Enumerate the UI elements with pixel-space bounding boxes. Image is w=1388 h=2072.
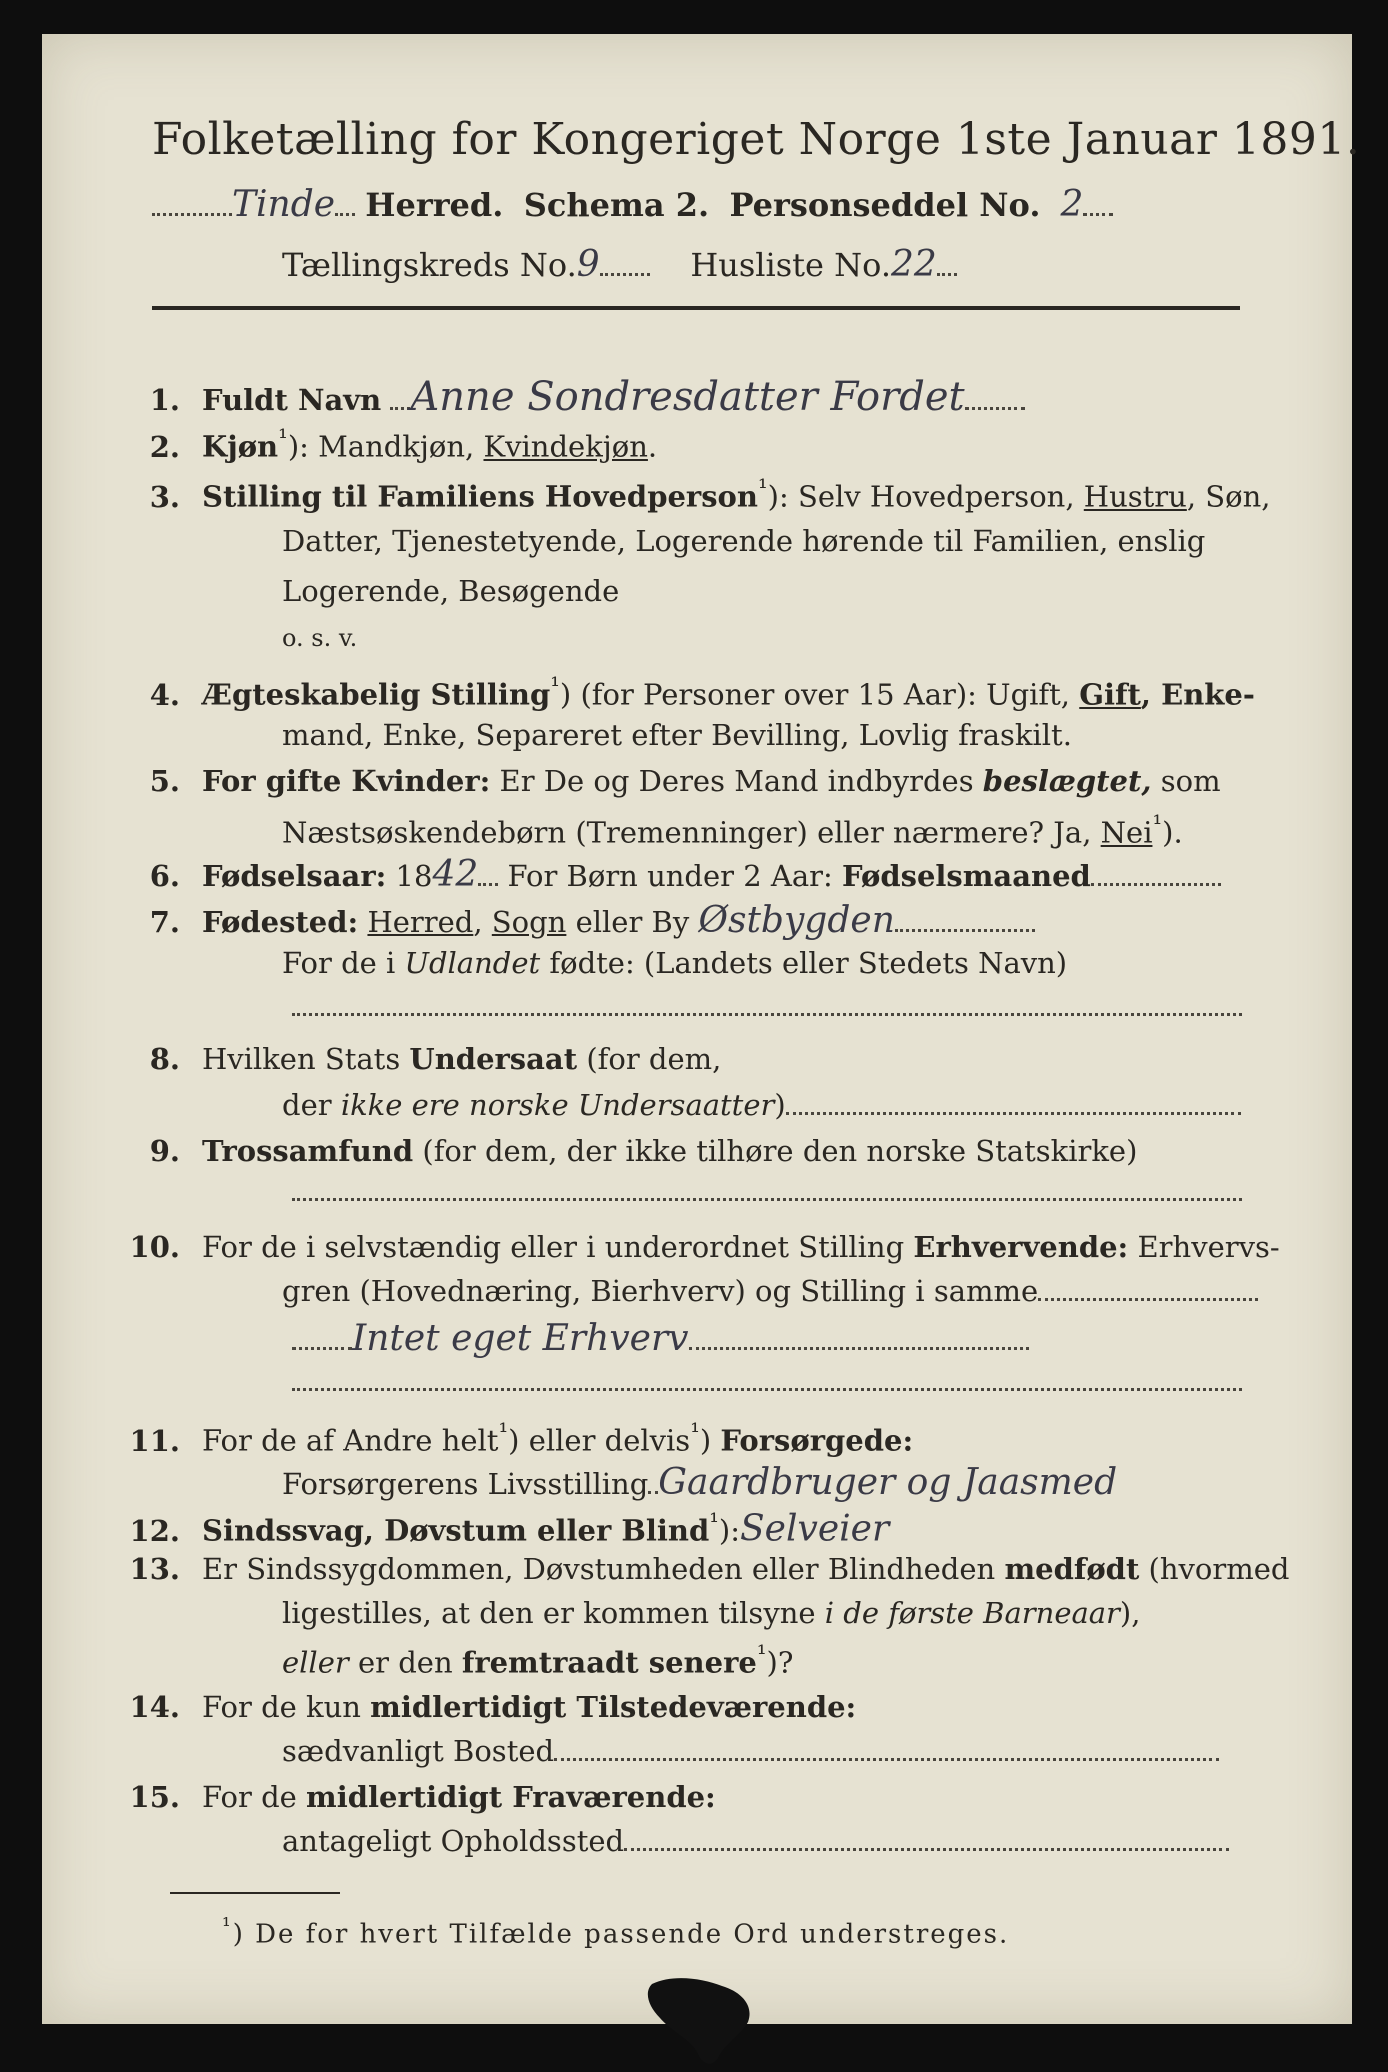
q9-blank (292, 1174, 1242, 1208)
q10-occupation: 10. For de i selvstændig eller i underordnet Stilling Erhvervende: Erhvervs- (129, 1230, 1280, 1264)
ink-blot (642, 1972, 782, 2072)
q7-blank (292, 989, 1242, 1023)
q9-religion: 9. Trossamfund (for dem, der ikke tilhøre den norske Statskirke) (149, 1134, 1138, 1168)
header-divider (152, 306, 1240, 310)
q5-selected-option: Nei (1100, 815, 1153, 850)
census-form-sheet (42, 34, 1361, 2024)
footnote-divider (170, 1892, 340, 1894)
kreds-label: Tællingskreds No. (282, 246, 577, 284)
q3-family-position: 3. Stilling til Familiens Hovedperson$^{^1}$): Selv Hovedperson, Hustru, Søn, (149, 474, 1271, 514)
q5-married-women: 5. For gifte Kvinder: Er De og Deres Mand indbyrdes beslægtet, som (149, 764, 1221, 798)
q10-answer-row (292, 1318, 1029, 1359)
q8-citizenship: 8. Hvilken Stats Undersaat (for dem, (149, 1042, 722, 1076)
q2-gender: 2. Kjøn$^{^1}$): Mandkjøn, Kvindekjøn. (149, 424, 658, 464)
q6-year-value: 42 (432, 854, 479, 895)
q7-birthplace: 7. Fødested: Herred, Sogn eller By Østbygden (122, 900, 1035, 941)
footnote: $^{^1}$) De for hvert Tilfælde passende Ord understreges. (222, 1914, 1010, 1950)
q15-temporary-absent: 15. For de midlertidigt Fraværende: (129, 1780, 716, 1814)
q13-congenital: 13. Er Sindssygdommen, Døvstumheden eller Blindheden medfødt (hvormed (129, 1552, 1290, 1586)
kreds-row (282, 244, 957, 285)
herred-row (152, 184, 1113, 225)
form-title: Folketælling for Kongeriget Norge 1ste Januar 1891. (152, 114, 1361, 165)
personseddel-value: 2 (1060, 184, 1084, 225)
q13-line3: eller er den fremtraadt senere$^{^1}$)? (282, 1640, 794, 1680)
q12-value: Selveier (740, 1508, 890, 1550)
q11-provider-value: Gaardbruger og Jaasmed (658, 1462, 1118, 1503)
q15-line2: antageligt Opholdssted (282, 1824, 1229, 1858)
q10-line2: gren (Hovednæring, Bierhverv) og Stilling i samme (282, 1274, 1258, 1308)
q7-line2: For de i Udlandet fødte: (Landets eller Stedets Navn) (282, 946, 1068, 980)
q10-blank (292, 1364, 1242, 1398)
husliste-value: 22 (891, 244, 937, 285)
q4-selected-option: Gift (1079, 677, 1141, 712)
q3-line3: Logerende, Besøgende (282, 574, 620, 608)
q12-disability: 12. Sindssvag, Døvstum eller Blind$^{^1}$):Selveier (129, 1508, 890, 1550)
q6-birth-year: 6. Fødselsaar: 1842 For Børn under 2 Aar: Fødselsmaaned (122, 854, 1221, 895)
q1-full-name: 1. Fuldt Navn Anne Sondresdatter Fordet (122, 374, 1025, 420)
q4-line2: mand, Enke, Separeret efter Bevilling, Lovlig fraskilt. (282, 718, 1072, 752)
q8-line2: der ikke ere norske Undersaatter) (282, 1088, 1241, 1122)
q1-name-value: Anne Sondresdatter Fordet (410, 374, 965, 420)
q11-line2: Forsørgerens Livsstilling Gaardbruger og Jaasmed (282, 1462, 1118, 1503)
q7-birthplace-value: Østbygden (698, 900, 895, 941)
q4-marital-status: 4. Ægteskabelig Stilling$^{^1}$) (for Personer over 15 Aar): Ugift, Gift, Enke- (149, 672, 1255, 712)
husliste-label: Husliste No. (690, 246, 891, 284)
q13-line2: ligestilles, at den er kommen tilsyne i de første Barneaar), (282, 1596, 1141, 1630)
q2-selected-option: Kvindekjøn (483, 429, 648, 464)
q10-occupation-value: Intet eget Erhverv (352, 1318, 689, 1359)
q11-supported: 11. For de af Andre helt$^{^1}$) eller delvis$^{^1}$) Forsørgede: (129, 1418, 914, 1458)
q14-temporary-present: 14. For de kun midlertidigt Tilstedeværende: (129, 1690, 857, 1724)
herred-label: Herred. (365, 186, 504, 224)
kreds-value: 9 (576, 244, 600, 285)
q14-line2: sædvanligt Bosted (282, 1734, 1219, 1768)
personseddel-label: Personseddel No. (729, 186, 1041, 224)
schema-label: Schema 2. (523, 186, 710, 224)
q3-selected-option: Hustru (1083, 479, 1187, 514)
herred-value: Tinde (232, 184, 336, 225)
q5-line2: Næstsøskendebørn (Tremenninger) eller nærmere? Ja, Nei$^{^1}$). (282, 810, 1183, 850)
q3-line4: o. s. v. (282, 624, 358, 652)
q3-line2: Datter, Tjenestetyende, Logerende hørende til Familien, enslig (282, 524, 1206, 558)
